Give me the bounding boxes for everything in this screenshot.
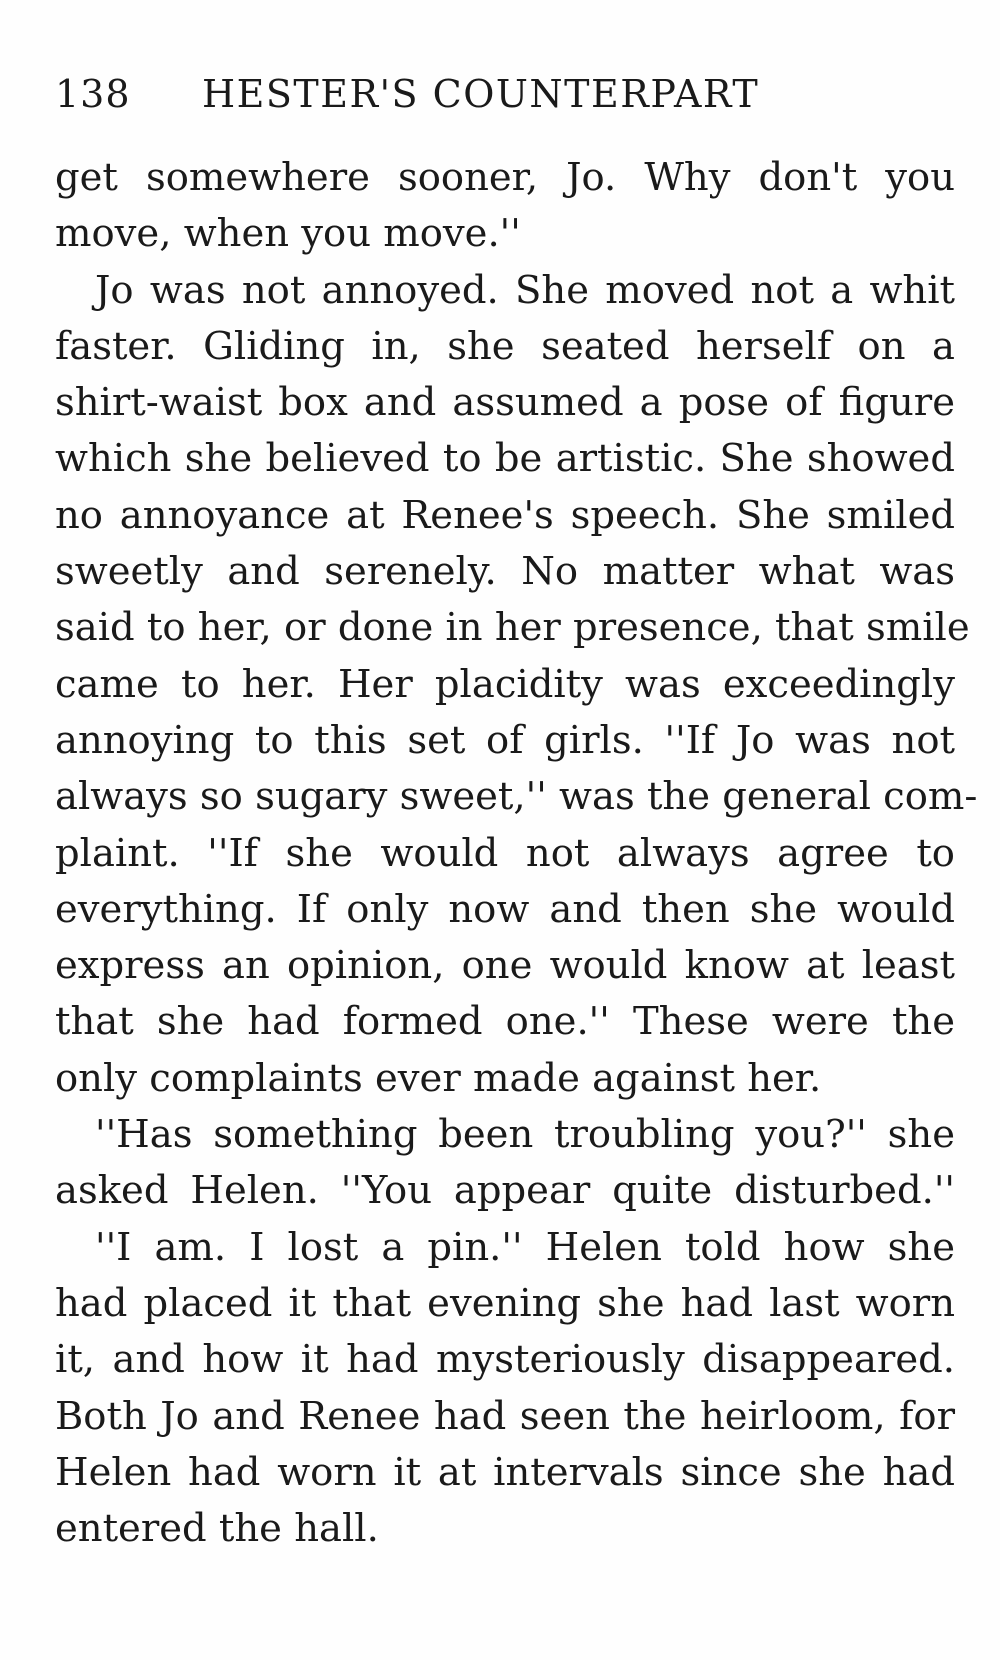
- running-header: [55, 72, 955, 122]
- text-line: that she had formed one.'' These were the: [55, 999, 955, 1045]
- text-line: move, when you move.'': [55, 211, 521, 257]
- text-line: faster. Gliding in, she seated herself on a: [55, 323, 955, 369]
- page-number: 138: [55, 72, 131, 116]
- text-line: no annoyance at Renee's speech. She smiled: [55, 492, 955, 538]
- text-line: ''Has something been troubling you?'' she: [95, 1112, 955, 1158]
- text-line: express an opinion, one would know at least: [55, 943, 955, 989]
- text-line: entered the hall.: [55, 1506, 379, 1552]
- text-line: Both Jo and Renee had seen the heirloom, for: [55, 1393, 955, 1439]
- text-line: get somewhere sooner, Jo. Why don't you: [55, 155, 955, 200]
- text-line: shirt-waist box and assumed a pose of figure: [55, 380, 955, 426]
- text-line: annoying to this set of girls. ''If Jo was not: [55, 717, 955, 763]
- text-line: everything. If only now and then she would: [55, 886, 955, 932]
- text-line: it, and how it had mysteriously disappeared.: [55, 1337, 955, 1383]
- text-line: only complaints ever made against her.: [55, 1055, 822, 1101]
- body-text: [55, 150, 978, 1557]
- text-line: ''I am. I lost a pin.'' Helen told how she: [95, 1224, 955, 1270]
- running-title: HESTER'S COUNTERPART: [202, 72, 760, 116]
- text-line: always so sugary sweet,'' was the general com-: [55, 774, 978, 820]
- text-line: sweetly and serenely. No matter what was: [55, 549, 955, 595]
- text-line: had placed it that evening she had last worn: [55, 1280, 955, 1326]
- text-line: came to her. Her placidity was exceedingly: [55, 661, 955, 707]
- text-line: said to her, or done in her presence, that smile: [55, 605, 970, 651]
- text-line: Jo was not annoyed. She moved not a whit: [95, 267, 955, 313]
- text-line: plaint. ''If she would not always agree to: [55, 830, 955, 876]
- text-line: Helen had worn it at intervals since she had: [55, 1449, 955, 1495]
- text-line: asked Helen. ''You appear quite disturbed.'': [55, 1168, 955, 1214]
- text-line: which she believed to be artistic. She showed: [55, 436, 955, 482]
